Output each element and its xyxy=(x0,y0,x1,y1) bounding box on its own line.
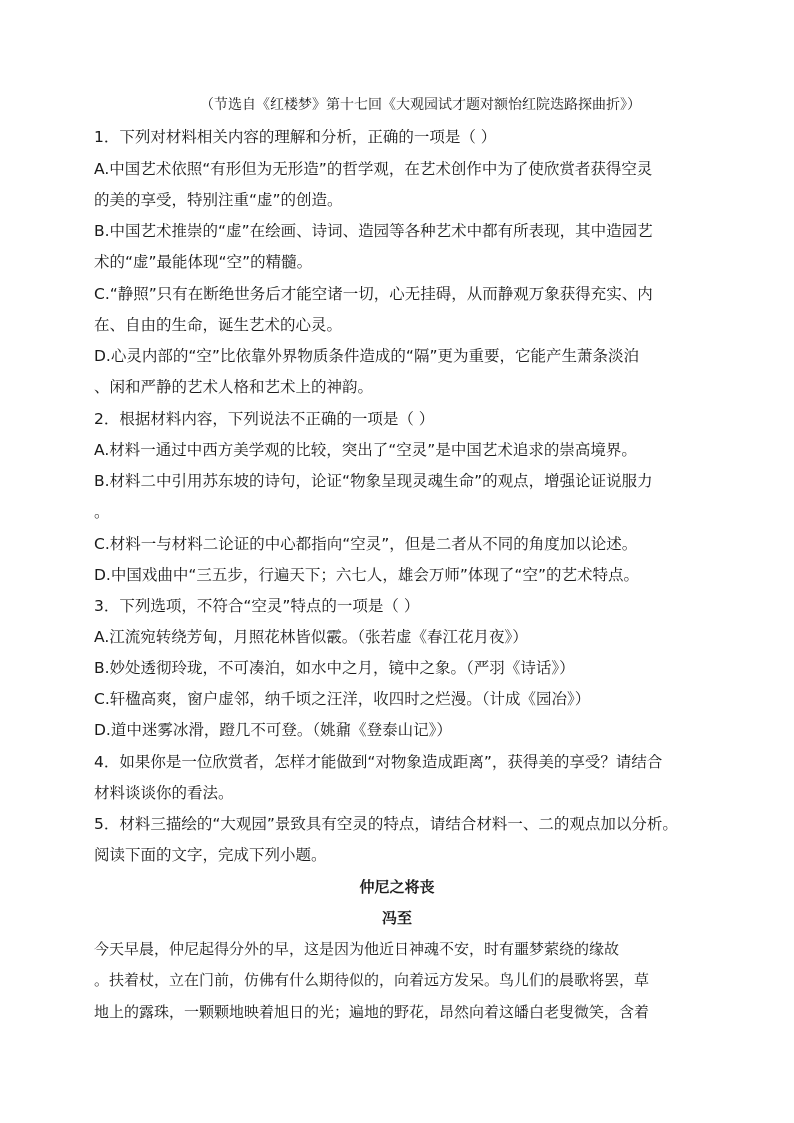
story-author: 冯至 xyxy=(381,909,412,927)
question-line: C.材料一与材料二论证的中心都指向“空灵”，但是二者从不同的角度加以论述。 xyxy=(94,535,638,553)
question-line: 的美的享受，特别注重“虚”的创造。 xyxy=(94,191,343,209)
question-line: D.心灵内部的“空”比依靠外界物质条件造成的“隔”更为重要，它能产生萧条淡泊 xyxy=(94,347,639,365)
question-line: B.材料二中引用苏东坡的诗句，论证“物象呈现灵魂生命”的观点，增强论证说服力 xyxy=(94,472,653,490)
question-line: A.中国艺术依照“有形但为无形造”的哲学观，在艺术创作中为了使欣赏者获得空灵 xyxy=(94,160,653,178)
question-line: 在、自由的生命，诞生艺术的心灵。 xyxy=(94,316,343,334)
question-line: A.江流宛转绕芳甸，月照花林皆似霰。（张若虚《春江花月夜》） xyxy=(94,628,528,646)
question-line: 3．下列选项，不符合“空灵”特点的一项是（ ） xyxy=(94,597,420,615)
story-line: 。扶着杖，立在门前，仿佛有什么期待似的，向着远方发呆。鸟儿们的晨歌将罢，草 xyxy=(94,971,650,989)
question-line: 2．根据材料内容，下列说法不正确的一项是（ ） xyxy=(94,410,435,428)
question-line: 、闲和严静的艺术人格和艺术上的神韵。 xyxy=(94,378,374,396)
question-line: D.中国戏曲中“三五步，行遍天下；六七人，雄会万师”体现了“空”的艺术特点。 xyxy=(94,566,639,584)
question-line: 阅读下面的文字，完成下列小题。 xyxy=(94,846,327,864)
source-note: （节选自《红楼梦》第十七回《大观园试才题对额怡红院迭路探曲折》） xyxy=(200,97,641,113)
question-line: 1．下列对材料相关内容的理解和分析，正确的一项是（ ） xyxy=(94,128,497,146)
question-line: B.中国艺术推崇的“虚”在绘画、诗词、造园等各种艺术中都有所表现，其中造园艺 xyxy=(94,222,653,240)
question-line: 材料谈谈你的看法。 xyxy=(94,784,234,802)
question-line: B.妙处透彻玲珑，不可凑泊，如水中之月，镜中之象。（严羽《诗话》） xyxy=(94,659,575,677)
question-line: A.材料一通过中西方美学观的比较，突出了“空灵”是中国艺术追求的崇高境界。 xyxy=(94,441,637,459)
question-line: C.轩楹高爽，窗户虚邻，纳千顷之汪洋，收四时之烂漫。（计成《园冶》） xyxy=(94,690,591,708)
story-line: 今天早晨，仲尼起得分外的早，这是因为他近日神魂不安，时有噩梦萦绕的缘故 xyxy=(94,940,620,958)
question-line: 术的“虚”最能体现“空”的精髓。 xyxy=(94,253,313,271)
question-line: 5．材料三描绘的“大观园”景致具有空灵的特点，请结合材料一、二的观点加以分析。 xyxy=(94,815,678,833)
story-line: 地上的露珠，一颗颗地映着旭日的光；遍地的野花，昂然向着这皤白老叟微笑，含着 xyxy=(94,1003,650,1021)
question-line: C.“静照”只有在断绝世务后才能空诸一切，心无挂碍，从而静观万象获得充实、内 xyxy=(94,285,653,303)
question-line: 。 xyxy=(94,503,110,521)
story-title: 仲尼之将丧 xyxy=(359,878,435,896)
question-line: 4．如果你是一位欣赏者，怎样才能做到“对物象造成距离”，获得美的享受？请结合 xyxy=(94,753,663,771)
question-line: D.道中迷雾冰滑，蹬几不可登。（姚鼐《登泰山记》） xyxy=(94,721,452,739)
